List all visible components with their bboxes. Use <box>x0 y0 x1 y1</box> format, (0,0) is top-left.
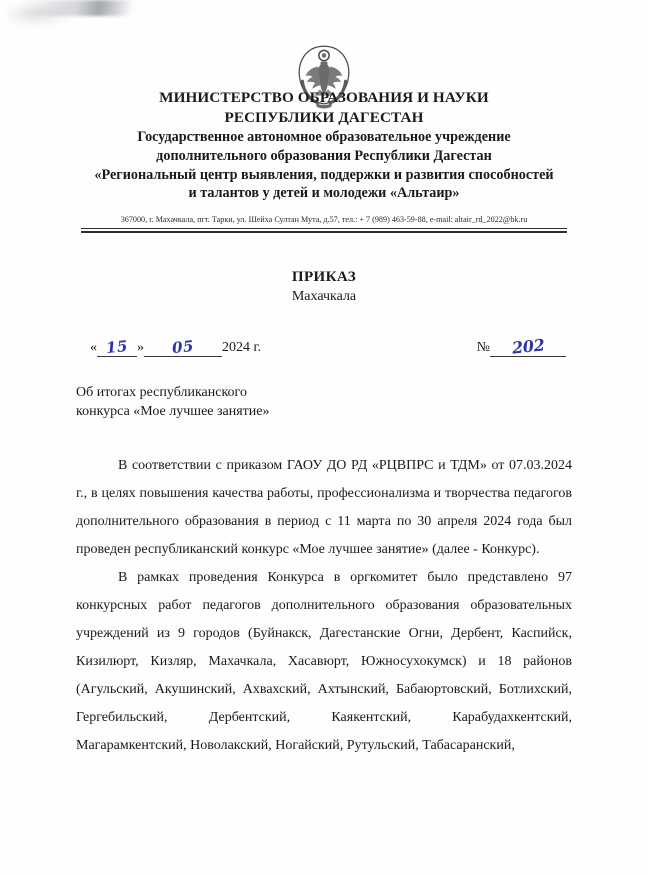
institution-line-2: дополнительного образования Республики Дагестан <box>156 147 492 164</box>
day-field[interactable] <box>97 337 137 357</box>
date-and-number-line <box>76 331 572 357</box>
ministry-line-2: РЕСПУБЛИКИ ДАГЕСТАН <box>224 109 424 127</box>
center-name-line-2: и талантов у детей и молодежи «Альтаир» <box>188 185 460 202</box>
address-block <box>81 215 567 233</box>
ministry-line-1: МИНИСТЕРСТВО ОБРАЗОВАНИЯ И НАУКИ <box>159 89 489 106</box>
subject-line-1: Об итогах республиканского <box>76 384 247 400</box>
month-field[interactable] <box>144 337 222 357</box>
subject-block <box>76 383 376 423</box>
number-group <box>477 336 566 357</box>
emblem-container <box>76 0 572 86</box>
document-title: ПРИКАЗ <box>291 268 357 285</box>
subject-line-2: конкурса «Мое лучшее занятие» <box>76 404 270 420</box>
body-paragraph-1: В соответствии с приказом ГАОУ ДО РД «РЦВПРС и ТДМ» от 07.03.2024 г., в целях повышения качества работы, профессионализма и творчества педагогов дополнительного образования в период с 11 марта по 30 апреля 2024 года был проведен республиканский конкурс «Мое лучшее занятие» (далее - Конкурс). <box>76 458 572 558</box>
header-divider-rule <box>81 228 567 233</box>
address-line: 367000, г. Махачкала, пгт. Тарки, ул. Шейха Султан Мута, д.57, тел.: + 7 (989) 463-59-88, e-mail: altair_rd_2022@bk.ru <box>120 215 528 225</box>
quote-open: « <box>90 339 97 355</box>
quote-close: » <box>137 339 144 355</box>
date-group <box>90 337 261 357</box>
organisation-header <box>76 88 572 203</box>
body-paragraph-2: В рамках проведения Конкурса в оргкомитет было представлено 97 конкурсных работ педагогов дополнительного образования образовательных учреждений из 9 городов (Буйнакск, Дагестанские Огни, Дербент, Каспийск, Кизилюрт, Кизляр, Махачкала, Хасавюрт, Южносухокумск) и 18 районов (Агульский, Акушинский, Ахвахский, Ахтынский, Бабаюртовский, Ботлихский, Гергебильский, Дербентский, Каякентский, Карабудахкентский, Магарамкентский, Новолакский, Ногайский, Рутульский, Табасаранский, <box>76 570 572 754</box>
day-value-handwritten: 15 <box>105 336 129 357</box>
institution-line-1: Государственное автономное образовательное учреждение <box>137 129 511 146</box>
number-label: № <box>476 339 490 355</box>
number-field[interactable] <box>490 336 566 357</box>
year-suffix: 2024 г. <box>222 339 262 355</box>
document-city: Махачкала <box>291 288 357 304</box>
month-value-handwritten: 05 <box>171 336 195 357</box>
document-body <box>76 452 572 760</box>
number-value-handwritten: 202 <box>510 334 546 358</box>
center-name-line-1: «Региональный центр выявления, поддержки и развития способностей <box>94 166 554 183</box>
